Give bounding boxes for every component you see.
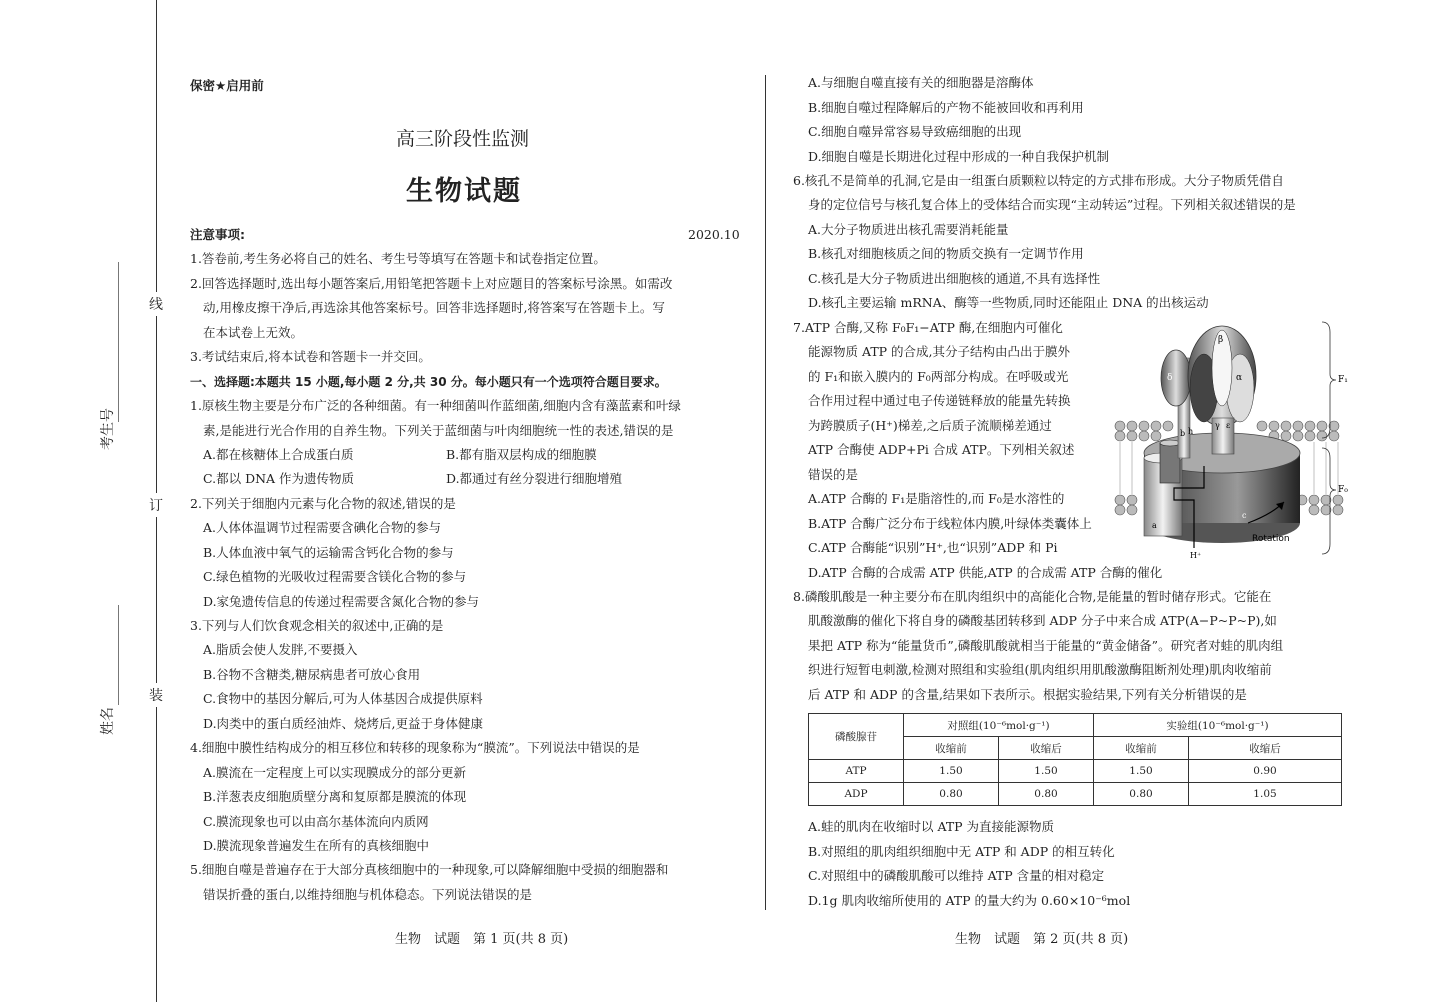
table-cell: 0.80 [904, 783, 999, 806]
binding-label-ding: 订 [149, 493, 163, 517]
option: A.脂质会使人发胖,不要摄入 [203, 642, 358, 657]
fig-label-gamma: γ [1215, 421, 1220, 430]
option: B.对照组的肌肉组织细胞中无 ATP 和 ADP 的相互转化 [808, 844, 1115, 859]
note-line: 动,用橡皮擦干净后,再选涂其他答案标号。回答非选择题时,将答案写在答题卡上。写 [203, 300, 665, 315]
note-line: 3.考试结束后,将本试卷和答题卡一并交回。 [190, 349, 431, 364]
option: A.ATP 合酶的 F₁是脂溶性的,而 F₀是水溶性的 [808, 491, 1065, 506]
question-line: 5.细胞自噬是普遍存在于大部分真核细胞中的一种现象,可以降解细胞中受损的细胞器和 [190, 862, 669, 877]
question-line: 6.核孔不是简单的孔洞,它是由一组蛋白质颗粒以特定的方式排布形成。大分子物质凭借自 [793, 173, 1284, 188]
note-line: 1.答卷前,考生务必将自己的姓名、考生号等填写在答题卡和试卷指定位置。 [190, 251, 606, 266]
option: B.核孔对细胞核质之间的物质交换有一定调节作用 [808, 246, 1084, 261]
option: A.膜流在一定程度上可以实现膜成分的部分更新 [203, 765, 467, 780]
fig-label-rotation: Rotation [1252, 534, 1290, 544]
question-line: 果把 ATP 称为“能量货币”,磷酸肌酸就相当于能量的“黄金储备”。研究者对蛙的肌肉组 [808, 638, 1284, 653]
option: D.肉类中的蛋白质经油炸、烧烤后,更益于身体健康 [203, 716, 484, 731]
option: B.ATP 合酶广泛分布于线粒体内膜,叶绿体类囊体上 [808, 516, 1092, 531]
option: D.都通过有丝分裂进行细胞增殖 [446, 471, 623, 486]
page-divider [765, 75, 766, 910]
fig-label-c: c [1242, 511, 1247, 520]
question-line: 错误折叠的蛋白,以维持细胞与机体稳态。下列说法错误的是 [203, 887, 532, 902]
question-line: 2.下列关于细胞内元素与化合物的叙述,错误的是 [190, 496, 456, 511]
binding-label-zhuang: 装 [149, 683, 163, 707]
question-line: 后 ATP 和 ADP 的含量,结果如下表所示。根据实验结果,下列有关分析错误的是 [808, 687, 1247, 702]
table-group-experimental: 实验组(10⁻⁶mol·g⁻¹) [1094, 714, 1342, 737]
question-line: 织进行短暂电刺激,检测对照组和实验组(肌肉组织用肌酸激酶阻断剂处理)肌肉收缩前 [808, 662, 1272, 677]
option: C.膜流现象也可以由高尔基体流向内质网 [203, 814, 429, 829]
option: B.洋葱表皮细胞质壁分离和复原都是膜流的体现 [203, 789, 467, 804]
exam-date: 2020.10 [688, 227, 740, 242]
question-line: 身的定位信号与核孔复合体上的受体结合而实现“主动转运”过程。下列相关叙述错误的是 [808, 197, 1296, 212]
fig-label-beta: β [1218, 335, 1224, 345]
page-title: 生物试题 [406, 176, 522, 207]
atp-synthase-figure [1112, 318, 1350, 564]
fig-label-b: b [1180, 429, 1186, 438]
option: D.膜流现象普遍发生在所有的真核细胞中 [203, 838, 430, 853]
question-line: ATP 合酶使 ADP+Pi 合成 ATP。下列相关叙述 [808, 442, 1075, 457]
table-header: 收缩前 [1094, 737, 1189, 760]
question-line: 合作用过程中通过电子传递链释放的能量先转换 [808, 393, 1071, 408]
option: C.细胞自噬异常容易导致癌细胞的出现 [808, 124, 1022, 139]
secret-mark: 保密★启用前 [190, 78, 264, 93]
table-cell: ADP [809, 783, 904, 806]
option: C.ATP 合酶能“识别”H⁺,也“识别”ADP 和 Pi [808, 540, 1058, 555]
exam-title: 高三阶段性监测 [396, 128, 530, 150]
option: D.家兔遗传信息的传递过程需要含氮化合物的参与 [203, 594, 480, 609]
option: D.ATP 合酶的合成需 ATP 供能,ATP 的合成需 ATP 合酶的催化 [808, 565, 1163, 580]
table-cell: 0.80 [999, 783, 1094, 806]
name-label: 姓名 [100, 707, 116, 735]
fig-label-h: h [1188, 427, 1194, 436]
fig-label-a: a [1152, 521, 1157, 530]
fig-label-f1: F₁ [1338, 375, 1348, 385]
option: B.人体血液中氧气的运输需含钙化合物的参与 [203, 545, 454, 560]
question-line: 的 F₁和嵌入膜内的 F₀两部分构成。在呼吸或光 [808, 369, 1069, 384]
exam-number-label: 考生号 [100, 408, 116, 450]
fig-label-epsilon: ε [1226, 421, 1231, 430]
option: C.对照组中的磷酸肌酸可以维持 ATP 含量的相对稳定 [808, 868, 1105, 883]
question-line: 错误的是 [808, 467, 859, 482]
notes-heading: 注意事项: [190, 227, 245, 242]
option: B.细胞自噬过程降解后的产物不能被回收和再利用 [808, 100, 1084, 115]
table-header: 收缩后 [999, 737, 1094, 760]
table-cell: 1.50 [904, 760, 999, 783]
page-footer-right: 生物 试题 第 2 页(共 8 页) [955, 932, 1129, 947]
table-cell: 0.90 [1189, 760, 1342, 783]
option: B.谷物不含糖类,糖尿病患者可放心食用 [203, 667, 421, 682]
fig-label-proton: H⁺ [1190, 551, 1202, 560]
question-line: 4.细胞中膜性结构成分的相互移位和转移的现象称为“膜流”。下列说法中错误的是 [190, 740, 640, 755]
note-line: 2.回答选择题时,选出每小题答案后,用铅笔把答题卡上对应题目的答案标号涂黑。如需改 [190, 276, 673, 291]
option: A.蛙的肌肉在收缩时以 ATP 为直接能源物质 [808, 819, 1055, 834]
table-header: 收缩前 [904, 737, 999, 760]
table-cell: 0.80 [1094, 783, 1189, 806]
binding-label-line: 线 [149, 292, 163, 316]
table-cell: 1.50 [1094, 760, 1189, 783]
question-line: 为跨膜质子(H⁺)梯差,之后质子流顺梯差通过 [808, 418, 1052, 433]
fig-label-delta: δ [1167, 373, 1173, 383]
name-field[interactable] [118, 605, 119, 705]
table-row [809, 783, 1342, 806]
fig-label-f0: F₀ [1338, 485, 1348, 495]
page-footer-left: 生物 试题 第 1 页(共 8 页) [395, 932, 569, 947]
option: B.都有脂双层构成的细胞膜 [446, 447, 597, 462]
section-heading: 一、选择题:本题共 15 小题,每小题 2 分,共 30 分。每小题只有一个选项符合题目要求。 [190, 375, 667, 389]
option: C.绿色植物的光吸收过程需要含镁化合物的参与 [203, 569, 467, 584]
atp-data-table [808, 713, 1342, 806]
question-line: 1.原核生物主要是分布广泛的各种细菌。有一种细菌叫作蓝细菌,细胞内含有藻蓝素和叶绿 [190, 398, 681, 413]
exam-number-field[interactable] [118, 262, 119, 422]
table-cell: 1.50 [999, 760, 1094, 783]
option: C.食物中的基因分解后,可为人体基因合成提供原料 [203, 691, 483, 706]
option: C.都以 DNA 作为遗传物质 [203, 471, 355, 486]
option: A.大分子物质进出核孔需要消耗能量 [808, 222, 1009, 237]
note-line: 在本试卷上无效。 [203, 325, 304, 340]
option: A.与细胞自噬直接有关的细胞器是溶酶体 [808, 75, 1034, 90]
option: C.核孔是大分子物质进出细胞核的通道,不具有选择性 [808, 271, 1101, 286]
option: A.都在核糖体上合成蛋白质 [203, 447, 354, 462]
table-header: 收缩后 [1189, 737, 1342, 760]
fig-label-alpha: α [1236, 373, 1243, 383]
table-cell: ATP [809, 760, 904, 783]
table-row [809, 760, 1342, 783]
option: D.细胞自噬是长期进化过程中形成的一种自我保护机制 [808, 149, 1110, 164]
table-corner: 磷酸腺苷 [809, 714, 904, 760]
table-cell: 1.05 [1189, 783, 1342, 806]
question-line: 素,是能进行光合作用的自养生物。下列关于蓝细菌与叶肉细胞统一性的表述,错误的是 [203, 423, 674, 438]
option: D.核孔主要运输 mRNA、酶等一些物质,同时还能阻止 DNA 的出核运动 [808, 295, 1209, 310]
option: D.1g 肌肉收缩所使用的 ATP 的量大约为 0.60×10⁻⁶mol [808, 893, 1131, 908]
option: A.人体体温调节过程需要含碘化合物的参与 [203, 520, 442, 535]
question-line: 7.ATP 合酶,又称 F₀F₁−ATP 酶,在细胞内可催化 [793, 320, 1063, 335]
question-line: 3.下列与人们饮食观念相关的叙述中,正确的是 [190, 618, 444, 633]
question-line: 8.磷酸肌酸是一种主要分布在肌肉组织中的高能化合物,是能量的暂时储存形式。它能在 [793, 589, 1272, 604]
question-line: 能源物质 ATP 的合成,其分子结构由凸出于膜外 [808, 344, 1071, 359]
question-line: 肌酸激酶的催化下将自身的磷酸基团转移到 ADP 分子中来合成 ATP(A−P~P~P),如 [808, 613, 1277, 628]
table-group-control: 对照组(10⁻⁶mol·g⁻¹) [904, 714, 1094, 737]
